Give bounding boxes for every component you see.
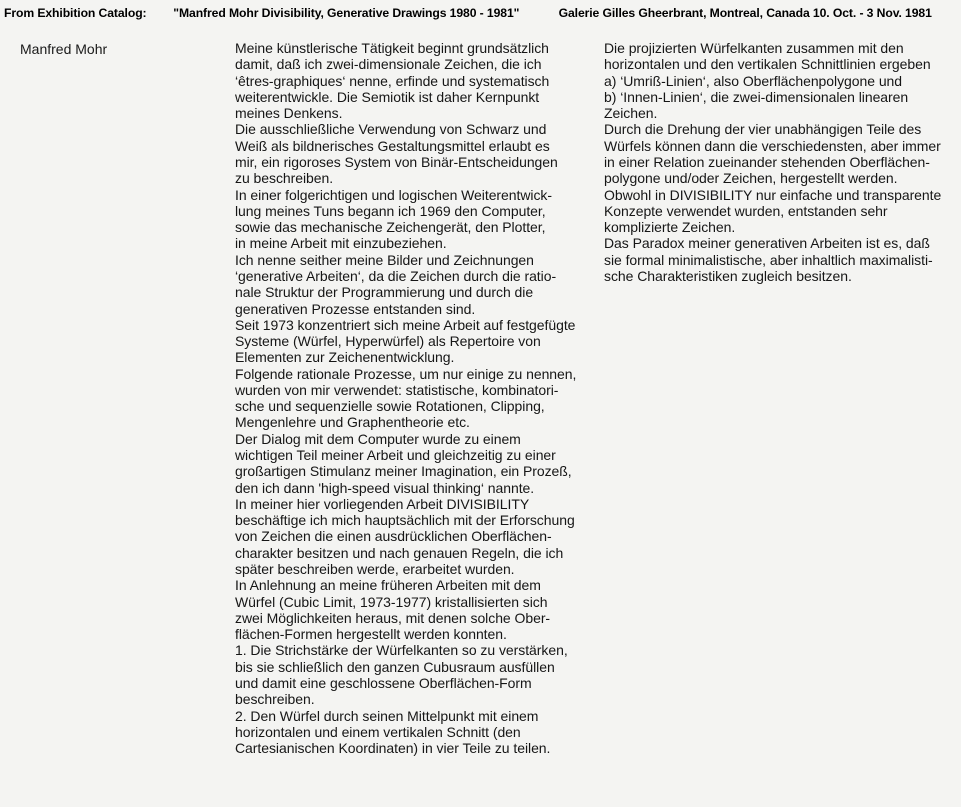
text-line: beschäftige ich mich hauptsächlich mit der Erforschung bbox=[235, 512, 575, 529]
text-line: Durch die Drehung der vier unabhängigen Teile des bbox=[604, 121, 922, 138]
text-line: Die projizierten Würfelkanten zusammen mit den bbox=[604, 40, 904, 56]
text-line: polygone und/oder Zeichen, hergestellt werden. bbox=[604, 170, 898, 187]
text-line: den ich dann 'high-speed visual thinking‘ nannte. bbox=[235, 479, 535, 496]
text-line: Cartesianischen Koordinaten) in vier Teile zu teilen. bbox=[235, 740, 551, 757]
text-line: später beschreiben werde, erarbeitet wurden. bbox=[235, 561, 515, 577]
text-line: Weiß als bildnerisches Gestaltungsmittel erlaubt es bbox=[235, 137, 550, 154]
text-line: horizontalen und den vertikalen Schnittlinien ergeben bbox=[604, 56, 931, 73]
text-line: Konzepte verwendet wurden, entstanden sehr bbox=[604, 202, 888, 219]
text-line: weiterentwickle. Die Semiotik ist daher Kernpunkt bbox=[235, 88, 540, 105]
text-line: generativen Prozesse entstanden sind. bbox=[235, 300, 476, 317]
text-line: komplizierte Zeichen. bbox=[604, 219, 736, 236]
text-line: nale Struktur der Programmierung und durch die bbox=[235, 284, 534, 301]
text-line: b) ‘Innen-Linien‘, die zwei-dimensionalen linearen bbox=[604, 88, 909, 105]
text-line: zwei Möglichkeiten heraus, mit denen solche Ober- bbox=[235, 609, 551, 626]
text-line: bis sie schließlich den ganzen Cubusraum ausfüllen bbox=[235, 658, 555, 675]
text-line: Elementen zur Zeichenentwicklung. bbox=[235, 349, 455, 366]
text-line: In einer folgerichtigen und logischen Weiterentwick- bbox=[235, 186, 552, 203]
text-line: Würfels können dann die verschiedensten, aber immer bbox=[604, 137, 941, 154]
header-gallery: Galerie Gilles Gheerbrant, Montreal, Canada 10. Oct. - 3 Nov. 1981 bbox=[558, 6, 932, 20]
text-line: Zeichen. bbox=[604, 105, 658, 122]
text-line: mir, ein rigoroses System von Binär-Entscheidungen bbox=[235, 153, 558, 170]
text-line: ‘êtres-graphiques‘ nenne, erfinde und systematisch bbox=[235, 72, 550, 89]
text-line: von Zeichen die einen ausdrücklichen Oberflächen- bbox=[235, 528, 552, 545]
text-line: flächen-Formen hergestellt werden konnten. bbox=[235, 626, 507, 643]
text-line: Mengenlehre und Graphentheorie etc. bbox=[235, 414, 470, 431]
text-line: Systeme (Würfel, Hyperwürfel) als Repertoire von bbox=[235, 333, 541, 350]
text-line: In Anlehnung an meine früheren Arbeiten mit dem bbox=[235, 577, 541, 594]
text-line: In meiner hier vorliegenden Arbeit DIVISIBILITY bbox=[235, 495, 530, 512]
text-line: lung meines Tuns begann ich 1969 den Computer, bbox=[235, 202, 546, 219]
text-line: großartigen Stimulanz meiner Imagination, ein Prozeß, bbox=[235, 463, 572, 480]
text-line: zu beschreiben. bbox=[235, 170, 334, 187]
text-line: Seit 1973 konzentriert sich meine Arbeit auf festgefügte bbox=[235, 316, 576, 333]
text-line: Ich nenne seither meine Bilder und Zeichnungen bbox=[235, 251, 534, 268]
text-line: sowie das mechanische Zeichengerät, den Plotter, bbox=[235, 219, 546, 236]
text-line: Folgende rationale Prozesse, um nur einige zu nennen, bbox=[235, 365, 577, 382]
text-line: 1. Die Strichstärke der Würfelkanten so zu verstärken, bbox=[235, 642, 568, 659]
text-line: a) ‘Umriß-Linien‘, also Oberflächenpolygone und bbox=[604, 72, 903, 89]
text-line: Meine künstlerische Tätigkeit beginnt grundsätzlich bbox=[235, 40, 549, 56]
text-line: ‘generative Arbeiten‘, da die Zeichen durch die ratio- bbox=[235, 267, 557, 284]
text-line: und damit eine geschlossene Oberflächen-Form bbox=[235, 674, 532, 691]
text-line: sche und sequenzielle sowie Rotationen, Clipping, bbox=[235, 398, 545, 415]
text-line: sche Charakteristiken zugleich besitzen. bbox=[604, 267, 852, 284]
text-line: meines Denkens. bbox=[235, 105, 343, 122]
header-source: From Exhibition Catalog: bbox=[4, 6, 147, 20]
text-line: Das Paradox meiner generativen Arbeiten ist es, daß bbox=[604, 235, 930, 252]
text-line: damit, daß ich zwei-dimensionale Zeichen, die ich bbox=[235, 56, 542, 73]
text-line: wurden von mir verwendet: statistische, kombinatori- bbox=[235, 381, 559, 398]
text-line: Würfel (Cubic Limit, 1973-1977) kristallisierten sich bbox=[235, 593, 548, 610]
text-column-1 bbox=[235, 40, 595, 756]
text-line: in einer Relation zueinander stehenden Oberflächen- bbox=[604, 153, 930, 170]
text-line: wichtigen Teil meiner Arbeit und gleichzeitig zu einer bbox=[235, 447, 556, 464]
text-line: Der Dialog mit dem Computer wurde zu einem bbox=[235, 430, 521, 447]
text-line: charakter besitzen und nach genauen Regeln, die ich bbox=[235, 544, 564, 561]
text-line: in meine Arbeit mit einzubeziehen. bbox=[235, 235, 447, 252]
catalog-header bbox=[4, 6, 957, 20]
text-line: Die ausschließliche Verwendung von Schwarz und bbox=[235, 121, 547, 138]
text-line: horizontalen und einem vertikalen Schnitt (den bbox=[235, 723, 521, 740]
author-name: Manfred Mohr bbox=[20, 41, 108, 57]
text-line: Obwohl in DIVISIBILITY nur einfache und transparente bbox=[604, 186, 942, 203]
text-line: 2. Den Würfel durch seinen Mittelpunkt mit einem bbox=[235, 707, 539, 724]
text-line: sie formal minimalistische, aber inhaltlich maximalisti- bbox=[604, 251, 933, 268]
text-line: beschreiben. bbox=[235, 691, 315, 708]
header-catalog-title: "Manfred Mohr Divisibility, Generative Drawings 1980 - 1981" bbox=[173, 6, 520, 20]
text-column-2 bbox=[604, 40, 960, 284]
